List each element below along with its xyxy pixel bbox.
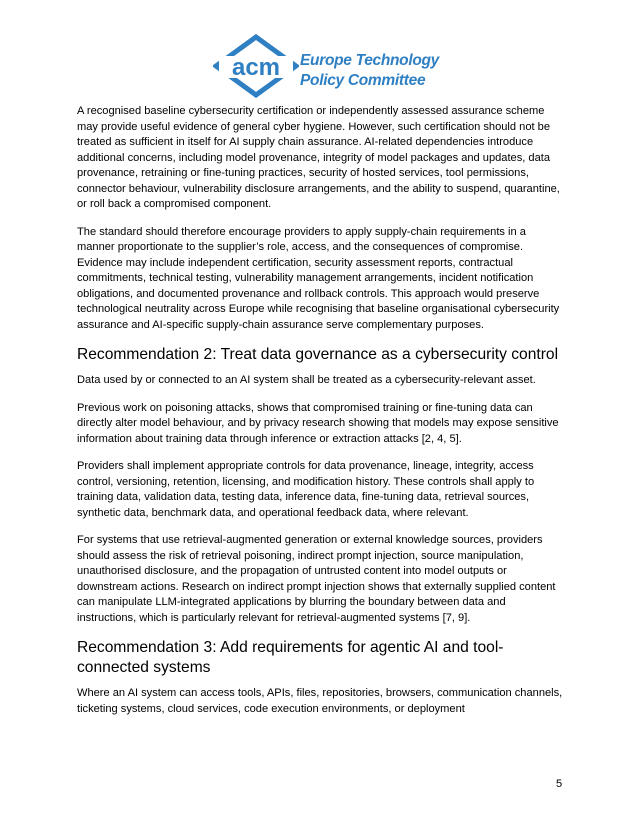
document-body [77,104,565,729]
section-heading: Recommendation 2: Treat data governance as a cybersecurity control [77,346,559,363]
paragraph: Where an AI system can access tools, APIs, files, repositories, browsers, communication channels, ticketing systems, cloud services, code execution environments, or deployment [77,687,563,715]
paragraph: Data used by or connected to an AI system shall be treated as a cybersecurity-relevant asset. [77,374,536,386]
logo-line-1: Europe Technology [300,52,440,69]
acm-logo [213,34,440,98]
logo-line-2: Policy Committee [300,72,426,89]
logo-mark: acm [231,54,281,81]
section-recommendation-3 [77,638,565,717]
page-number: 5 [556,778,563,790]
section-heading: Recommendation 3: Add requirements for agentic AI and tool-connected systems [77,639,504,676]
paragraph: Previous work on poisoning attacks, shows that compromised training or fine-tuning data can directly alter model behaviour, and by privacy research showing that models may expose sensitive information about training data through inference or extraction attacks [2, 4, 5]. [77,401,559,445]
paragraph: The standard should therefore encourage providers to apply supply-chain requirements in a manner proportionate to the supplier’s role, access, and the consequences of compromise. Evidence may include independent certification, security assessment reports, contractual commitments, technical testing, vulnerability management arrangements, incident notification obligations, and documented provenance and rollback controls. This approach would preserve technological neutrality across Europe while recognising that baseline organisational cybersecurity assurance and AI-specific supply-chain assurance serve complementary purposes. [77,225,560,331]
acm-diamond-icon [213,34,299,98]
paragraph: A recognised baseline cybersecurity certification or independently assessed assurance scheme may provide useful evidence of general cyber hygiene. However, such certification should not be treated as sufficient in itself for AI supply chain assurance. AI-related dependencies introduce additional concerns, including model provenance, integrity of model packages and updates, data provenance, retraining or fine-tuning practices, security of hosted services, tool permissions, connector behaviour, vulnerability disclosure arrangements, and the ability to suspend, quarantine, or roll back a compromised component. [77,105,560,210]
paragraph: For systems that use retrieval-augmented generation or external knowledge sources, providers should assess the risk of retrieval poisoning, indirect prompt injection, source manipulation, unauthorised disclosure, and the propagation of untrusted content into model outputs or downstream actions. Research on indirect prompt injection shows that externally supplied content can manipulate LLM-integrated applications by blurring the boundary between data and instructions, which is particularly relevant for retrieval-augmented systems [7, 9]. [77,534,556,624]
section-recommendation-2 [77,345,565,626]
paragraph: Providers shall implement appropriate controls for data provenance, lineage, integrity, access control, versioning, retention, licensing, and modification history. These controls shall apply to training data, validation data, testing data, inference data, fine-tuning data, retrieval sources, synthetic data, benchmark data, and operational feedback data, where relevant. [77,460,535,519]
